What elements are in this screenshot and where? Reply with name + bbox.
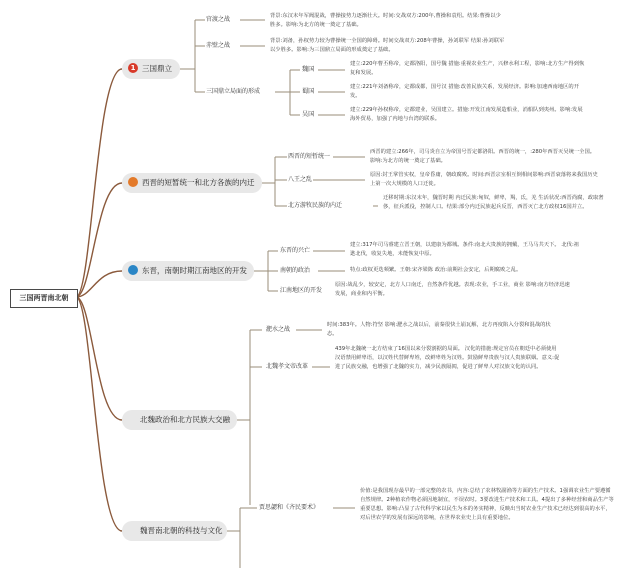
topic-northern-wei[interactable] <box>122 410 237 430</box>
desc-feishui: 时间:383年。人物:符坚 影响:淝水之战以后，前秦很快土崩瓦解，北方再度陷入分裂和混战的状态。 <box>327 322 551 337</box>
node-qimin-yaoshu[interactable]: 贾思勰和《齐民要术》 <box>259 504 320 511</box>
node-three-kingdoms-formation[interactable]: 三国鼎立局面的形成 <box>206 88 261 95</box>
desc-qimin-yaoshu: 价值:是我国现存最早的一部完整的农书，内容:总结了农林牧副渔等方面的生产技术。1强调农业生产要遵循自然规律。2种植农作物必须因地制宜，不误农时。3要改进生产技术和工具。4提出了多种经营和商品生产等重要思想。影响:凸显了古代科学家以民生为本的务实精神，反映出当时农业生产技术已经达到很高的水平，对后世农学的发展有深远的影响，在世界农业史上具有重要地位。 <box>360 488 614 521</box>
badge-number: 1 <box>130 64 136 72</box>
number-1-icon <box>128 63 138 73</box>
topic-western-jin[interactable] <box>122 173 262 193</box>
topic-label: 魏晋南北朝的科技与文化 <box>140 526 223 535</box>
node-xiaowen-reform[interactable]: 北魏孝文帝改革 <box>266 363 309 370</box>
desc-wu: 建立:229年孙权称帝，定都建业，吴国建立。措施:开发江南发展造船业，消船队到夷州。影响:发展海外贸易，加强了内地与台湾的联系。 <box>350 107 583 122</box>
node-jiangnan-development[interactable]: 江南地区的开发 <box>280 287 323 294</box>
topic-science-culture[interactable] <box>122 521 227 541</box>
node-chibi[interactable]: 赤壁之战 <box>206 42 231 49</box>
desc-nomad-migration: 迁移时期:东汉末年，魏晋时期 内迁民族:匈奴，鲜卑，羯，氐，羌 生活状况:西晋尚腐，政取奢侈，征兵派役，控制人口。结果:部分内迁民族起兵反晋，西晋灭亡北方政权16国并立。 <box>383 195 604 210</box>
desc-eight-princes: 原因:封王掌管实权，皇帝昏庸，朝政腐败。时间:西晋宗室相互倒相间影响:西晋衰落将来我国历史上第一次大规模的人口迁徙。 <box>370 172 598 187</box>
topic-three-kingdoms[interactable] <box>122 59 180 79</box>
desc-jiangnan-development: 原因:战乱少，较安定，北方人口南迁，自然条件优越。表现:农业，手工业，商业 影响:南方经济迅速发展，商业和内平衡。 <box>335 282 570 297</box>
desc-guandu: 背景:东汉末年军阀混战，曹操接势力逐渐壮大。时间:交战双方:200年,曹操和袁绍。结果:曹操以少胜多。影响:为北方的统一奠定了基础。 <box>270 13 501 28</box>
node-southern-dynasties[interactable]: 南朝的政治 <box>280 267 311 274</box>
desc-shu: 建立:221年刘备称帝，定都成都，国号汉 措施:改善民族关系，发展经济。影响:加速西南地区的开发。 <box>350 84 580 99</box>
node-western-jin-unification[interactable]: 西晋的短暂统一 <box>288 153 331 160</box>
topic-eastern-jin[interactable] <box>122 261 254 281</box>
desc-western-jin-unification: 西晋的建立:266年，司马炎自立为帝国号晋定都洛阳。西晋的统一，:280年西晋灭吴统一全国。影响:为北方的统一奠定了基础。 <box>370 149 596 164</box>
desc-southern-dynasties: 特点:政权更迭频繁。王朝:宋齐梁陈 政治:前期社会安定，后期腐败之乱。 <box>350 267 522 273</box>
orange-dot-icon <box>128 177 138 187</box>
node-eastern-jin-rise-fall[interactable]: 东晋的兴亡 <box>280 247 311 254</box>
node-feishui[interactable]: 淝水之战 <box>266 326 291 333</box>
topic-label: 东晋，南朝时期江南地区的开发 <box>142 266 247 275</box>
node-eight-princes[interactable]: 八王之乱 <box>288 176 313 183</box>
node-wei[interactable]: 魏国 <box>302 66 315 73</box>
desc-wei: 建立:220年曹丕称帝，定都洛阳，国号魏 措施:重视农业生产，兴修水利工程，影响:北方生产得到恢复和发展。 <box>350 61 585 76</box>
blue-dot-icon <box>128 265 138 275</box>
node-nomad-migration[interactable]: 北方游牧民族的内迁 <box>288 202 343 209</box>
node-wu[interactable]: 吴国 <box>302 111 315 118</box>
topic-label: 三国鼎立 <box>142 64 172 73</box>
root-node: 三国两晋南北朝 <box>10 289 78 308</box>
desc-eastern-jin-rise-fall: 建立:317年司马睿建立晋王朝，以建康为都城。条件:南北大贵族的拥戴，王马马共天下。 北伐:祖逖北伐，收复失地，未能恢复中原。 <box>350 242 580 257</box>
desc-chibi: 背景:刘备，孙权势力较为曹操统一全国的障碍。时间交战双方:208年曹操，孙刘联军 结果:孙刘联军以少胜多。影响:为三国鼎立局面的形成奠定了基础。 <box>270 38 505 53</box>
node-guandu[interactable]: 官渡之战 <box>206 16 231 23</box>
desc-xiaowen-reform: 439年北魏统一北方结束了16国以来分裂割据的局面。 汉化的措施:规定官员在朝廷中必须使用汉语禁用鲜卑语，以汉姓代替鲜卑姓，改鲜卑姓为汉姓。鼓励鲜卑贵族与汉人贵族联姻。意义:促进了民族交融，也增强了北魏的实力，减少民族隔阂，促进了鲜卑人对汉族文化的认同。 <box>335 346 560 370</box>
topic-label: 西晋的短暂统一和北方各族的内迁 <box>142 178 255 187</box>
topic-label: 北魏政治和北方民族大交融 <box>140 415 230 424</box>
node-shu[interactable]: 蜀国 <box>302 88 315 95</box>
